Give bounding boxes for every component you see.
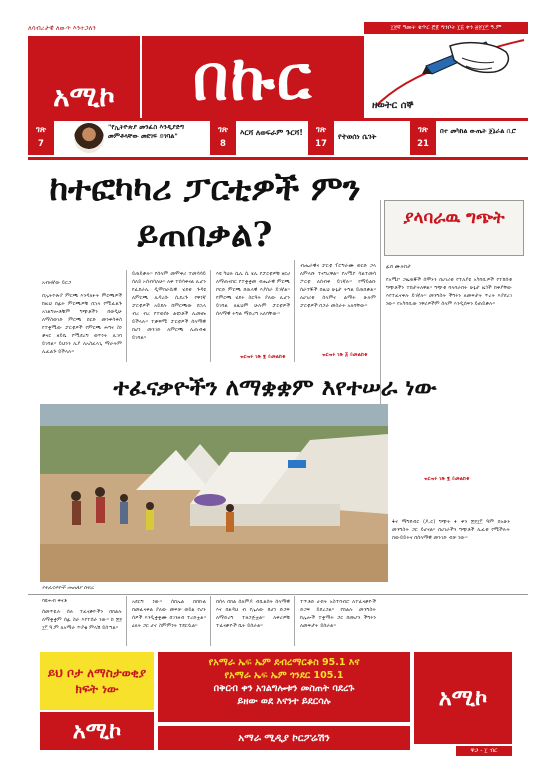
column-rule: [126, 596, 127, 646]
radio-ad-line: የአማራ ኤፍ ኤም ደብረማርቆስ 95.1 እና: [208, 657, 360, 668]
continued-note: ዝርዝሩ ገጽ ፭ ይመልከቱ: [322, 352, 368, 358]
teaser-text: በተ መካከል ውጤት ጀኔራል ቢሮ: [440, 127, 517, 135]
column-rule: [210, 270, 211, 362]
article-column: አደርግ ነው። ሰበኤል በበኩል በመፈናቀል ያለው መፍቻ ወይል የሆኑ ሰዎች እንዲቋቋሙ በገንዘብ ተረድቷል። ዕለት ጋር ሆኖ ስምምነት ተደርሷል።: [132, 599, 206, 629]
masthead: [28, 22, 528, 120]
column-rule: [210, 596, 211, 646]
masthead-tagline: ለሳብረታዊ ለውጥ እንተጋለን: [28, 24, 96, 32]
issue-line: ፲፻ኛ ዓመት ቁጥር ፸፩ ግንቦት ፲፭ ቀን ፳፻፲፫ ዓ.ም: [364, 22, 528, 34]
article-column: ብሔራዊና ፓርቲ ፕሮግራሙ ወርድ ጋላ ለምላሹ ተናግረዋል። የአሚኮ ሳልተመሳ ፖርቲ ለሰብቀ ይገኛሉ። የማይልኩ ሰራተኞች በዚህ ሁኔታ ትግል ይጠበቃል። ለሀገሪቱ ሰላምና ልማት ሁሉም ፓርቲዎች በጋራ መስራት አለባቸው።: [300, 263, 376, 309]
continued-note: ዝርዝሩ ገጽ ፮ ይመልከቱ: [424, 476, 470, 482]
continued-note: ዝርዝሩ ገጽ ፮ ይመልከቱ: [240, 354, 286, 360]
column-rule: [126, 270, 127, 362]
teaser-page-badge: ገጽ 21: [410, 121, 436, 155]
portrait-photo: [74, 123, 104, 153]
corporation-name: አማራ ሚዲያ ኮርፖሬሽን: [158, 726, 410, 750]
article-column: ተጥቶድ ሀብት አስተባብሮ ለተፈናቃዮች ድጋፍ ይደረጋል። የክልሉ መንግስት ከሌሎች ተቋማት ጋር በመሆን ችግሩን ለመፍታት ይሰራል።: [300, 599, 376, 629]
article-column: ሰመጥዬሉ ሰሉ ተፈናቃዮችን በክልሉ ለማቋቋም ሰፊ ስራ እየተሰራ ነው። ከ ፳፻ ፲፫ ዓ.ም ለአማራ ጥያቄ ምላሽ ይሰጣል።: [42, 609, 122, 631]
column-rule: [294, 260, 295, 362]
article-column: እዩ ካህሉ ሴሊ ሲ ሂሊ የፓርቲዎቹ ዘርሀ ለማጠናከር የተቋቋመ ብሔራዊ ምርጫ ቦርድ ምርጫ ከዉላዊ እያሰራ ይገኛል። የምርጫ ሂደት ስርዓት ያለው ሊሆን ይገባል ለዚህም ሁሉም ፓርቲዎች ሰላማዊ ትግል ማድረግ አለባቸው።: [216, 271, 290, 317]
amako-logo-ad: አሚኮ: [40, 712, 154, 750]
byline: አብዛኛው ይርጋ: [42, 280, 72, 286]
bekur-logo: በኩር: [142, 36, 364, 120]
photo-caption: የተፈናቃዮች መጠለያ ስፍራ: [42, 585, 94, 591]
radio-ad: [158, 652, 410, 722]
teaser-text: የተወሰነ ሴገት: [338, 132, 377, 141]
bottom-rule: [28, 594, 528, 595]
radio-ad-line: ይዘው ወደ እናንተ ይደርሳሉ: [237, 696, 331, 707]
article-column: ይጠይቃሉ፡፡ የሰላም መሞቀሪ ተመሳሳይ ሰለይ ኦሰብሳለሁ። ለቀ ተሰሳቀናል ሊሆን የፈደራሊ ዲሞክራሲዊ ሂደቱ ጉዳዩ ለምርጫ ሊዳረሱ ሲደረጉ የዋነኛ ፓርቲዎች አይደሉ ከምርጫው በኋላ ብረ ብረ የተወሰኑ ልዩነቶች ሊመጡ ይችላሉ። ተቃዋሚ ፓርቲዎች ሰላማዊ በሆነ መንገድ ለምርጫ ሊጠብቁ ይገባል።: [132, 271, 206, 341]
teaser-page-badge: ገጽ 17: [308, 121, 334, 155]
article-column: በሰላ በክል ሰለምዶ ብኪልሰት ሰላማዊ እና በልዳህ ብ የሌለው ከሆነ ድጋፍ ለማድረግ ተዘጋጅቷል። ለቀሪዎቹ ተፈናቃዮች ቤት ይሰራል።: [216, 599, 290, 629]
radio-ad-line: በቅርብ ቀን አገልግሎቱን መስጠት ባደረጉ: [213, 683, 355, 694]
main-headline: ከተፎካካሪ ፓርቲዎች ምን ይጠበቃል?: [49, 169, 361, 255]
teaser-text: "የኢትዮጵያ መንፈስ እንዲያድግ መምቶላቸው መደገፍ ይገባል": [108, 123, 185, 140]
displaced-camp-photo: [40, 404, 388, 582]
article-column: የአሚኮ ጋዜጠኞች ሰሞኑን በሀገሪቱ የተለያዩ አካባቢዎች የተከሰቱ ግጭቶችን ተከታትለዋል። ግጭቱ ባላባራበት ሁኔታ ዜጎች ከቀያቸው እየተፈናቀሉ ይገኛሉ። መንግስት ችግሩን ለመፍታት ጥረት እያደረገ ነው። የአካባቢው ነዋሪዎችም ሰላም እንዲሰፍን ይጠይቃሉ።: [386, 277, 512, 307]
teaser-strip: [28, 121, 528, 155]
teaser-text: እርሻ ለወፍራም ጉርሻ!: [240, 128, 303, 137]
price-tag: ዋጋ - ፲ ብር: [456, 746, 512, 756]
amako-logo-ad: አሚኮ: [414, 652, 512, 744]
section-label: ዘወትር ሰኞ: [372, 100, 414, 111]
byline: ባዩሐብ ቀናቶ: [42, 598, 68, 604]
teaser-page-badge: ገጽ 7: [28, 121, 54, 155]
radio-ad-line: የአማራ ኤፍ ኤም ጎንደር 105.1: [224, 670, 344, 681]
second-headline: ተፈናቃዮችን ለማቋቋም እየተሠራ ነው: [113, 374, 437, 401]
side-headline: ያላባራዉ ግጭት: [403, 208, 505, 228]
teaser-page-badge: ገጽ 8: [210, 121, 236, 155]
amako-logo: አሚኮ: [28, 36, 140, 120]
teaser-rule: [28, 157, 528, 160]
byline: ፊሸ ሙሉከታ: [386, 264, 411, 270]
column-rule: [294, 596, 295, 646]
article-column: ፋና ማግደብር (ዶ.ር) ግጭት ፉ ቀን ፳፻፲፫ ዓም በአሁኑ መንግስት ጋር ይሆናል። በሀገራችን ግጭቶች ሊፈቱ የሚችሉት በውይይትና በሰላማዊ መንገድ ብቻ ነው።: [392, 519, 510, 541]
ad-space-box: ይህ ቦታ ለማስታወቂያ ክፍት ነው: [40, 652, 154, 710]
article-column: በኢትዮጵያ ምርጫ እንዳለፉት ምርጫዎች ከዚህ በፊት ምርጫዎቹ በኋላ የሚፈልጉ አገልግሎቶቹም ግጭቶችን ከወዲሁ ለማስወገድ ምርጫ በርድ መንቀሳቀስ የተቋሚው ፓርቲዎች የምርጫ ሕግና ስነ ቃናር ዘይቤ የሚደረግ ወጥነት ሊገባ ይገባል። ይህንን ሊያ ለአስፈላጊ ማራትም ሊፈልጉ ይችላሉ።: [42, 293, 122, 355]
side-headline-box: [384, 200, 524, 256]
